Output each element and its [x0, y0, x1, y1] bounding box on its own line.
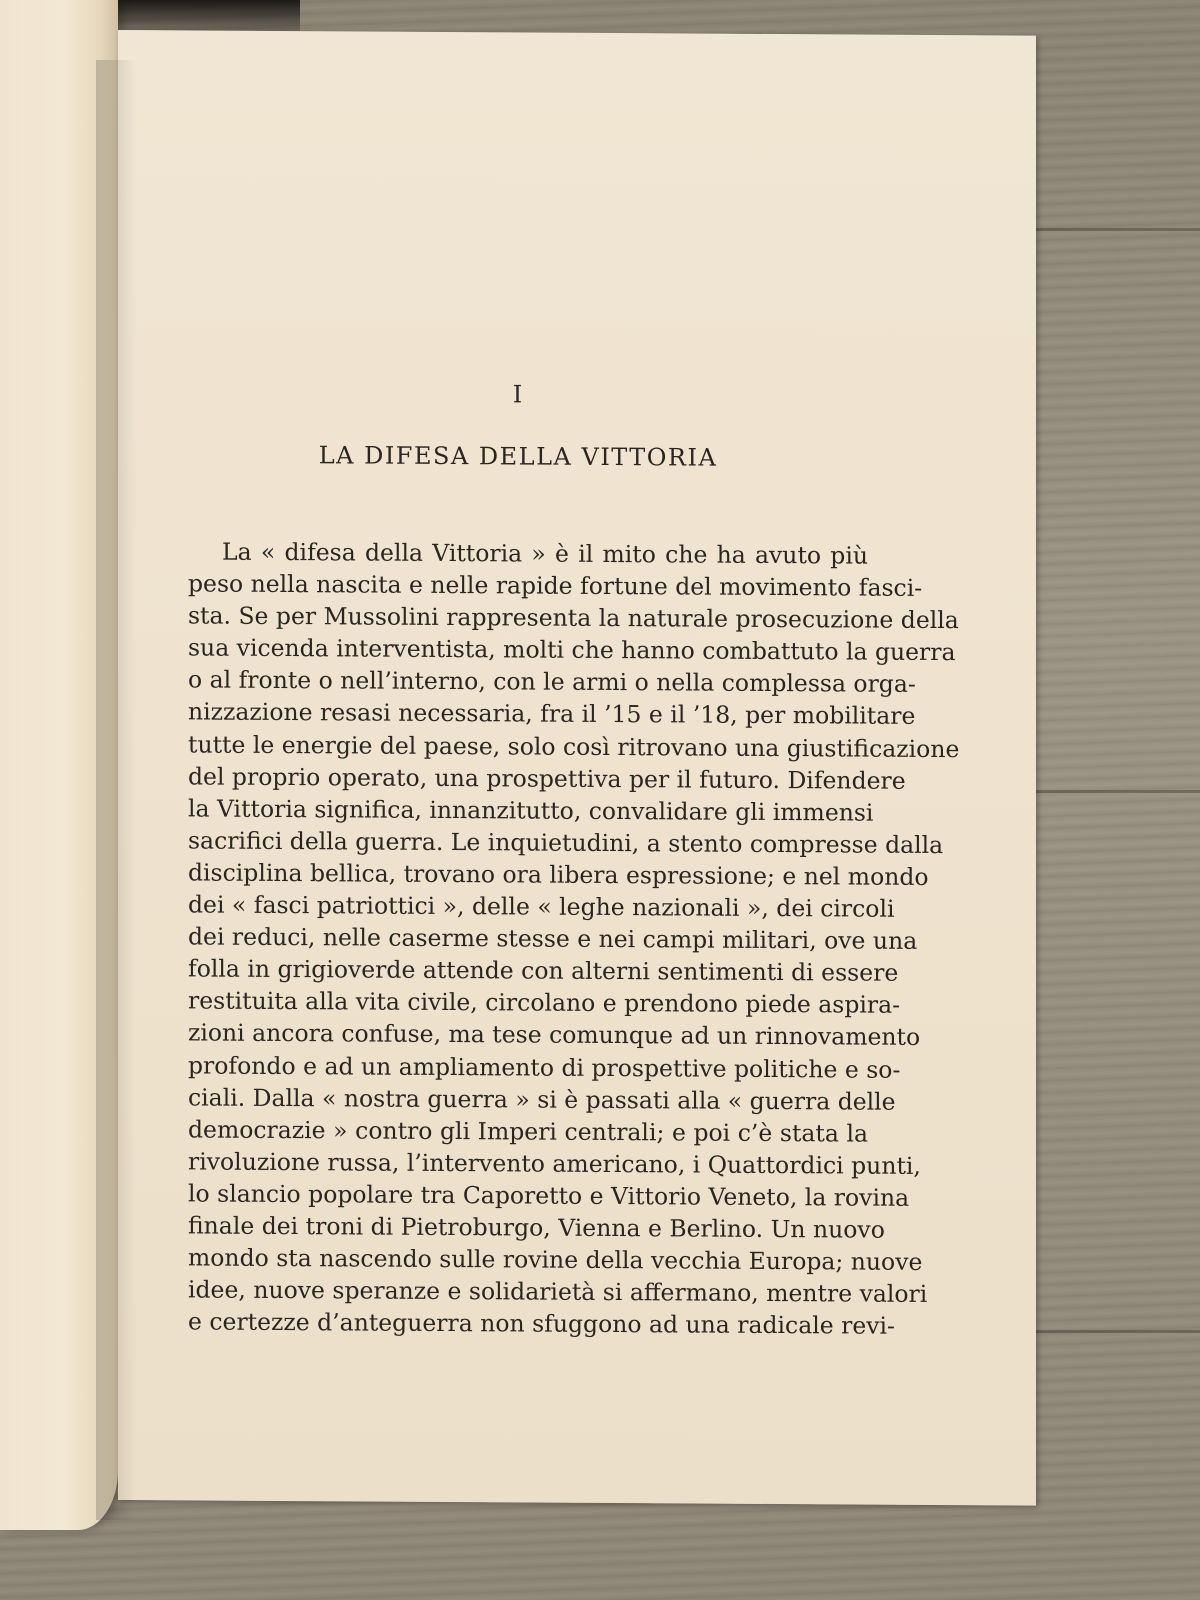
book-gutter-shadow	[96, 60, 136, 1520]
text-line: idee, nuove speranze e solidarietà si affermano, mentre valori	[188, 1275, 928, 1309]
text-line: mondo sta nascendo sulle rovine della vecchia Europa; nuove	[188, 1243, 923, 1276]
text-line: nizzazione resasi necessaria, fra il ’15 e il ’18, per mobilitare	[188, 697, 916, 731]
text-line: tutte le energie del paese, solo così ritrovano una giustificazione	[188, 729, 960, 763]
chapter-title: LA DIFESA DELLA VITTORIA	[318, 441, 718, 472]
text-line: sua vicenda interventista, molti che hanno combattuto la guerra	[188, 633, 956, 667]
table-plank-seam	[1020, 228, 1200, 231]
text-line: finale dei troni di Pietroburgo, Vienna e Berlino. Un nuovo	[188, 1211, 885, 1244]
table-plank-seam	[1020, 790, 1200, 793]
text-line: profondo e ad un ampliamento di prospettive politiche e so-	[188, 1050, 901, 1084]
text-line: disciplina bellica, trovano ora libera espressione; e nel mondo	[188, 858, 929, 891]
table-plank-seam	[1020, 1330, 1200, 1333]
text-line: zioni ancora confuse, ma tese comunque ad un rinnovamento	[188, 1018, 921, 1052]
text-line: rivoluzione russa, l’intervento americano, i Quattordici punti,	[188, 1147, 921, 1180]
text-line: del proprio operato, una prospettiva per il futuro. Difendere	[188, 762, 906, 795]
text-line: dei « fasci patriottici », delle « leghe nazionali », dei circoli	[188, 890, 895, 923]
text-line: e certezze d’anteguerra non sfuggono ad una radicale revi-	[188, 1307, 895, 1340]
text-line: dei reduci, nelle caserme stesse e nei campi militari, ove una	[188, 922, 918, 956]
text-line: democrazie » contro gli Imperi centrali; e poi c’è stata la	[188, 1115, 868, 1148]
right-page	[118, 30, 1036, 1506]
text-line: o al fronte o nell’interno, con le armi o nella complessa orga-	[188, 665, 916, 699]
page-content	[188, 30, 960, 1504]
chapter-number: I	[512, 380, 524, 409]
text-line: sta. Se per Mussolini rappresenta la naturale prosecuzione della	[188, 601, 959, 635]
text-line: restituita alla vita civile, circolano e prendono piede aspira-	[188, 986, 901, 1020]
text-line: La « difesa della Vittoria » è il mito che ha avuto più	[222, 537, 868, 570]
text-line: peso nella nascita e nelle rapide fortune del movimento fasci-	[188, 569, 923, 603]
text-line: ciali. Dalla « nostra guerra » si è passati alla « guerra delle	[188, 1083, 896, 1116]
body-paragraph	[188, 535, 960, 1341]
text-line: lo slancio popolare tra Caporetto e Vittorio Veneto, la rovina	[188, 1179, 910, 1212]
text-line: folla in grigioverde attende con alterni sentimenti di essere	[188, 954, 899, 987]
text-line: sacrifici della guerra. Le inquietudini, a stento compresse dalla	[188, 826, 944, 859]
text-line: la Vittoria significa, innanzitutto, convalidare gli immensi	[188, 794, 874, 827]
